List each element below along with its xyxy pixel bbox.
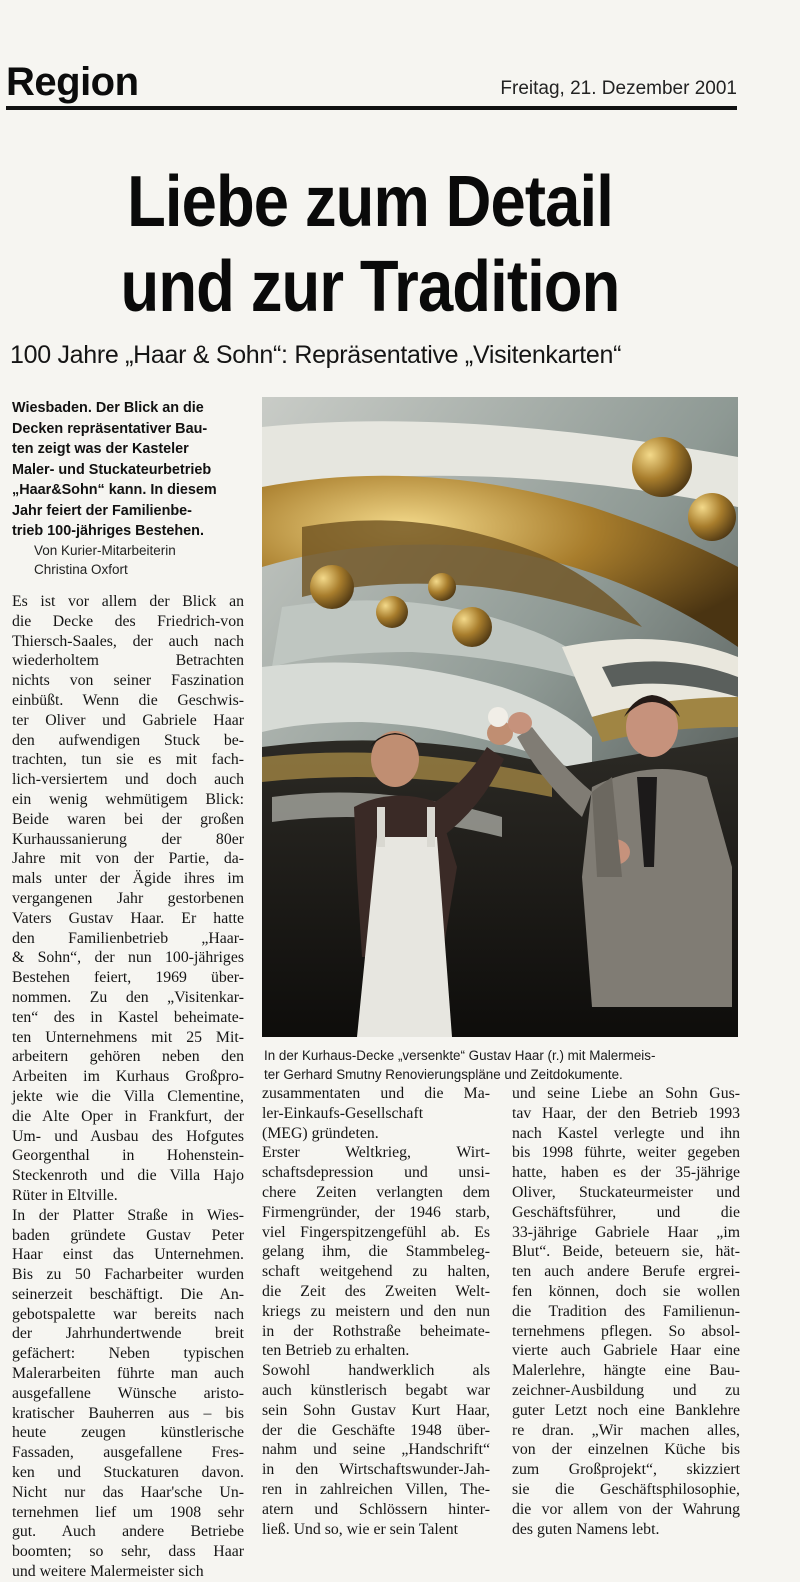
article-line: die Zeit des Zweiten Welt- bbox=[262, 1282, 490, 1300]
article-line: Georgenthal in Hohenstein- bbox=[12, 1147, 244, 1165]
article-line: ließ. Und so, wie er sein Talent bbox=[262, 1520, 459, 1538]
article-line: die Tradition des Familienun- bbox=[512, 1302, 740, 1320]
article-line: auch künstlerisch begabt war bbox=[262, 1381, 490, 1399]
article-line: in den Wirtschaftswunder-Jah- bbox=[262, 1461, 490, 1479]
article-line: heute zeugen künstlerische bbox=[12, 1424, 244, 1442]
article-column-2 bbox=[262, 1084, 490, 1539]
article-line: sie die Geschäftsphilosophie, bbox=[512, 1480, 740, 1498]
article-line: fen können, doch sie wollen bbox=[512, 1282, 740, 1300]
headline-line: und zur Tradition bbox=[120, 247, 620, 327]
article-line: schaftsdepression und unsi- bbox=[262, 1164, 490, 1182]
article-line: kriegs zu meistern und den nun bbox=[262, 1302, 490, 1320]
lead-line: „Haar&Sohn“ kann. In diesem bbox=[12, 482, 217, 498]
lead-line: Wiesbaden. Der Blick an die bbox=[12, 400, 204, 416]
article-column-3 bbox=[512, 1084, 740, 1539]
article-line: kratischer Bauherren aus – bis bbox=[12, 1404, 244, 1422]
article-line: Nicht nur das Haar'sche Un- bbox=[12, 1483, 244, 1501]
article-line: bis 1998 führte, weiter gegeben bbox=[512, 1144, 740, 1162]
article-line: nahm und seine „Handschrift“ bbox=[262, 1441, 490, 1459]
article-line: Sowohl handwerklich als bbox=[262, 1362, 490, 1380]
article-line: Arbeiten im Kurhaus Großpro- bbox=[12, 1068, 244, 1086]
article-line: zeichner-Ausbildung und zu bbox=[512, 1381, 740, 1399]
article-line: nach Kastel verlegte und ihn bbox=[512, 1124, 740, 1142]
article-line: Bestehen feiert, 1969 über- bbox=[12, 969, 244, 987]
article-line: zusammentaten und die Ma- bbox=[262, 1085, 490, 1102]
article-line: ternehmen lief um 1908 sehr bbox=[12, 1503, 244, 1521]
photo-caption bbox=[264, 1046, 740, 1084]
article-line: der die Geschäfte 1948 über- bbox=[262, 1421, 490, 1439]
article-line: Um- und Ausbau des Hofgutes bbox=[12, 1127, 244, 1145]
article-line: lich-versiertem und doch auch bbox=[12, 771, 244, 789]
article-line: (MEG) gründeten. bbox=[262, 1124, 379, 1142]
article-line: die Alte Oper in Frankfurt, der bbox=[12, 1107, 244, 1125]
article-line: Haar einst das Unternehmen. bbox=[12, 1246, 244, 1264]
article-line: 33-jährige Gabriele Haar „im bbox=[512, 1223, 740, 1241]
article-photo bbox=[262, 397, 738, 1037]
article-line: vierte auch Gabriele Haar eine bbox=[512, 1342, 740, 1360]
byline bbox=[34, 541, 244, 579]
article-line: von der einzelnen Küche bis bbox=[512, 1441, 740, 1459]
article-line: wiederholtem Betrachten bbox=[12, 652, 244, 670]
article-line: gelang ihm, die Stammbeleg- bbox=[262, 1243, 490, 1261]
article-line: Oliver, Stuckateurmeister und bbox=[512, 1183, 740, 1201]
article-line: den aufwendigen Stuck be- bbox=[12, 731, 244, 749]
article-line: ter Oliver und Gabriele Haar bbox=[12, 711, 244, 729]
article-line: chere Zeiten verlangten dem bbox=[262, 1183, 490, 1201]
article-line: ten Unternehmens mit 25 Mit- bbox=[12, 1028, 244, 1046]
article-line: gefächert: Neben typischen bbox=[12, 1345, 244, 1363]
article-line: zum Großprojekt“, skizziert bbox=[512, 1461, 740, 1479]
article-line: die vor allem von der Wahrung bbox=[512, 1500, 740, 1518]
article-line: Vaters Gustav Haar. Er hatte bbox=[12, 909, 244, 927]
subheadline: 100 Jahre „Haar & Sohn“: Repräsentative „Visitenkarten“ bbox=[10, 341, 622, 369]
article-line: gebotspalette war bereits nach bbox=[12, 1305, 244, 1323]
article-line: baden gründete Gustav Peter bbox=[12, 1226, 244, 1244]
caption-line: ter Gerhard Smutny Renovierungspläne und Zeitdokumente. bbox=[264, 1067, 623, 1082]
article-line: ten auch andere Berufe ergrei- bbox=[512, 1263, 740, 1281]
article-line: die Decke des Friedrich-von bbox=[12, 612, 244, 630]
article-line: viel Fingerspitzengefühl ab. Es bbox=[262, 1223, 490, 1241]
photo-ornate-ceiling-two-men bbox=[262, 397, 738, 1037]
article-line: & Sohn“, der nun 100-jähriges bbox=[12, 949, 244, 967]
article-line: in der Rothstraße beheimate- bbox=[262, 1322, 490, 1340]
article-line: nommen. Zu den „Visitenkar- bbox=[12, 988, 244, 1006]
article-line: seinerzeit beschäftigt. Die An- bbox=[12, 1285, 244, 1303]
article-line: arbeitern gehören neben den bbox=[12, 1048, 244, 1066]
article-line: und weitere Malermeister sich bbox=[12, 1563, 204, 1581]
article-line: Kurhaussanierung der 80er bbox=[12, 830, 244, 848]
article-line: Firmengründer, der 1946 starb, bbox=[262, 1203, 490, 1221]
article-line: den Familienbetrieb „Haar- bbox=[12, 929, 244, 947]
article-line: tav Haar, der den Betrieb 1993 bbox=[512, 1104, 740, 1122]
article-line: Malerlehre, hängte eine Bau- bbox=[512, 1362, 740, 1380]
article-line: Beide waren bei der großen bbox=[12, 810, 244, 828]
article-line: ler-Einkaufs-Gesellschaft bbox=[262, 1104, 424, 1122]
article-line: ten“ des in Kastel beheimate- bbox=[12, 1008, 244, 1026]
article-line: Erster Weltkrieg, Wirt- bbox=[262, 1144, 490, 1162]
article-line: Bis zu 50 Facharbeiter wurden bbox=[12, 1266, 244, 1284]
article-line: atern und Schlössern hinter- bbox=[262, 1500, 490, 1518]
byline-line: Von Kurier-Mitarbeiterin bbox=[34, 543, 176, 558]
article-line: des guten Namens lebt. bbox=[512, 1520, 660, 1538]
article-line: gut. Auch andere Betriebe bbox=[12, 1523, 244, 1541]
article-line: Malerarbeiten führte man auch bbox=[12, 1365, 244, 1383]
article-line: vergangenen Jahr gestorbenen bbox=[12, 889, 244, 907]
article-line: nichts von seiner Faszination bbox=[12, 672, 244, 690]
lead-line: Jahr feiert der Familienbe- bbox=[12, 502, 192, 519]
lead-line: trieb 100-jähriges Bestehen. bbox=[12, 523, 204, 539]
lead-line: Maler- und Stuckateurbetrieb bbox=[12, 461, 212, 478]
article-line: guter Letzt noch eine Banklehre bbox=[512, 1401, 740, 1419]
lead-line: ten zeigt was der Kasteler bbox=[12, 441, 189, 457]
article-line: ternehmens pflegen. So absol- bbox=[512, 1322, 740, 1340]
article-line: hatte, haben es der 35-jährige bbox=[512, 1164, 740, 1182]
article-line: Rüter in Eltville. bbox=[12, 1186, 118, 1204]
article-line: ausgefallene Wünsche aristo- bbox=[12, 1384, 244, 1402]
article-line: ein wenig wehmütigem Blick: bbox=[12, 790, 244, 808]
article-line: mals unter der Ägide ihres im bbox=[12, 870, 244, 888]
header-rule bbox=[6, 106, 737, 110]
article-line: Steckenroth und die Villa Hajo bbox=[12, 1167, 244, 1185]
article-line: ten Betrieb zu erhalten. bbox=[262, 1342, 410, 1360]
article-line: re dran. „Wir machen alles, bbox=[512, 1421, 740, 1439]
headline bbox=[44, 160, 695, 330]
lead-line: Decken repräsentativer Bau- bbox=[12, 420, 208, 437]
article-line: ren in zahlreichen Villen, The- bbox=[262, 1480, 490, 1498]
article-line: einbüßt. Wenn die Geschwis- bbox=[12, 691, 244, 709]
section-title: Region bbox=[6, 60, 139, 104]
article-line: trachten, tun sie es mit fach- bbox=[12, 751, 244, 769]
article-line: und seine Liebe an Sohn Gus- bbox=[512, 1085, 740, 1102]
headline-line: Liebe zum Detail bbox=[127, 162, 613, 242]
article-line: ken und Stuckaturen davon. bbox=[12, 1464, 244, 1482]
article-line: der Jahrhundertwende breit bbox=[12, 1325, 244, 1343]
article-line: Es ist vor allem der Blick an bbox=[12, 593, 244, 610]
article-line: Jahre mit von der Partie, da- bbox=[12, 850, 244, 868]
article-line: Blut“. Beide, beteuern sie, hät- bbox=[512, 1243, 740, 1261]
article-line: In der Platter Straße in Wies- bbox=[12, 1206, 244, 1224]
article-line: Thiersch-Saales, der auch nach bbox=[12, 632, 244, 650]
article-line: sein Sohn Gustav Kurt Haar, bbox=[262, 1401, 490, 1419]
caption-line: In der Kurhaus-Decke „versenkte“ Gustav Haar (r.) mit Malermeis- bbox=[264, 1048, 656, 1063]
article-line: Fassaden, ausgefallene Fres- bbox=[12, 1444, 244, 1462]
article-line: Geschäftsführer, und die bbox=[512, 1203, 740, 1221]
lead-paragraph bbox=[12, 398, 246, 542]
issue-date: Freitag, 21. Dezember 2001 bbox=[500, 78, 737, 99]
article-line: schaft weitgehend zu halten, bbox=[262, 1263, 490, 1281]
article-column-1 bbox=[12, 592, 244, 1582]
byline-line: Christina Oxfort bbox=[34, 562, 128, 577]
article-line: jekte wie die Villa Clementine, bbox=[12, 1087, 244, 1105]
article-line: boomten; so sehr, dass Haar bbox=[12, 1543, 244, 1561]
